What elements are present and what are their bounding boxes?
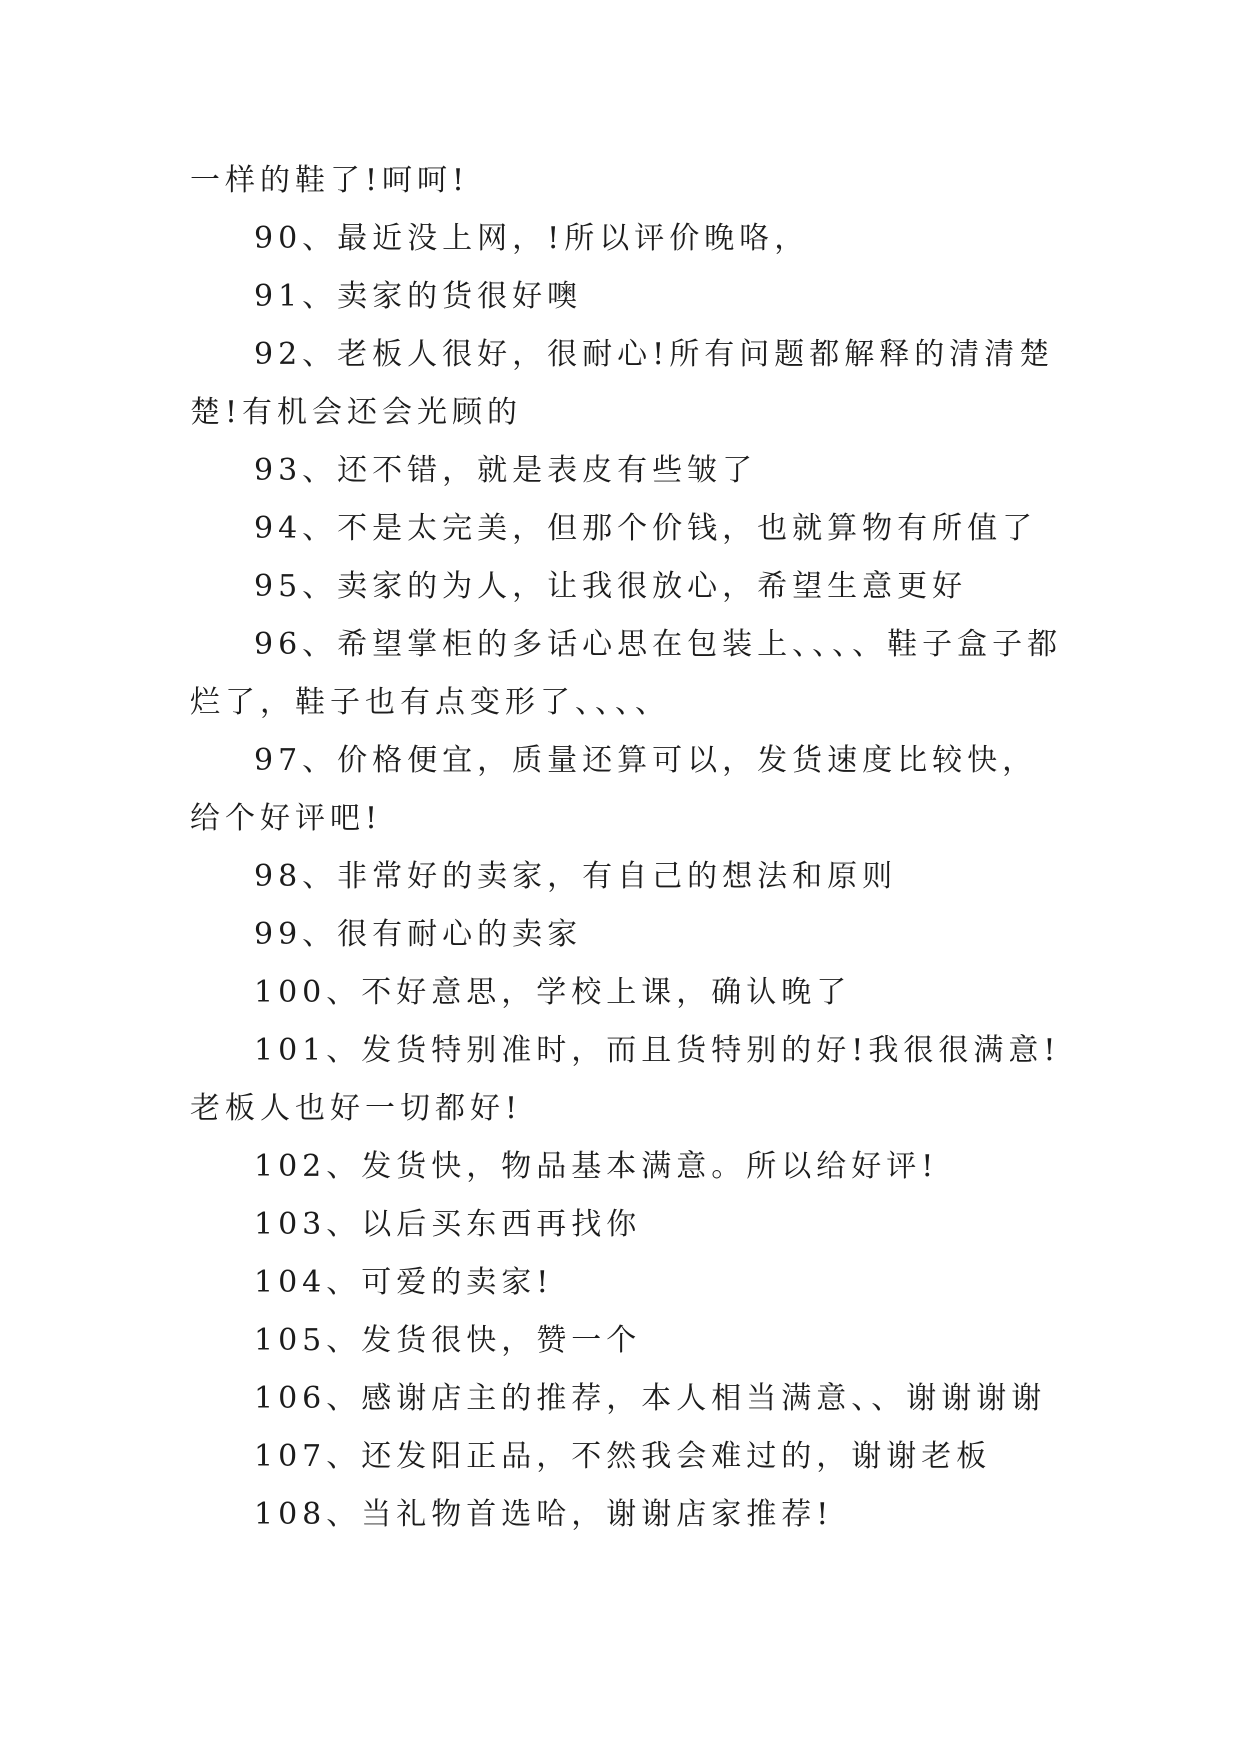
list-item: 100、不好意思，学校上课，确认晚了	[254, 975, 852, 1010]
list-item: 93、还不错，就是表皮有些皱了	[254, 453, 758, 488]
list-item: 91、卖家的货很好噢	[254, 279, 583, 314]
document-body	[190, 152, 1070, 1544]
list-item: 92、老板人很好，很耐心!所有问题都解释的清清楚楚!有机会还会光顾的	[190, 337, 1055, 430]
list-item: 104、可爱的卖家!	[254, 1265, 554, 1300]
list-item: 97、价格便宜，质量还算可以，发货速度比较快，给个好评吧!	[190, 743, 1038, 836]
list-item: 98、非常好的卖家，有自己的想法和原则	[254, 859, 898, 894]
list-item: 94、不是太完美，但那个价钱，也就算物有所值了	[254, 511, 1038, 546]
list-item: 96、希望掌柜的多话心思在包装上、、、、鞋子盒子都烂了，鞋子也有点变形了、、、、	[190, 627, 1063, 720]
list-item: 103、以后买东西再找你	[254, 1207, 642, 1242]
list-item: 99、很有耐心的卖家	[254, 917, 583, 952]
list-item: 90、最近没上网，!所以评价晚咯，	[254, 221, 810, 256]
list-item: 107、还发阳正品，不然我会难过的，谢谢老板	[254, 1439, 992, 1474]
list-item: 101、发货特别准时，而且货特别的好!我很很满意!老板人也好一切都好!	[190, 1033, 1061, 1126]
list-item: 105、发货很快，赞一个	[254, 1323, 642, 1358]
list-item: 95、卖家的为人，让我很放心，希望生意更好	[254, 569, 968, 604]
list-item: 102、发货快，物品基本满意。所以给好评!	[254, 1149, 939, 1184]
list-item: 106、感谢店主的推荐，本人相当满意、、谢谢谢谢	[254, 1381, 1047, 1416]
list-item: 108、当礼物首选哈，谢谢店家推荐!	[254, 1497, 834, 1532]
paragraph-continuation: 一样的鞋了!呵呵!	[190, 163, 470, 198]
